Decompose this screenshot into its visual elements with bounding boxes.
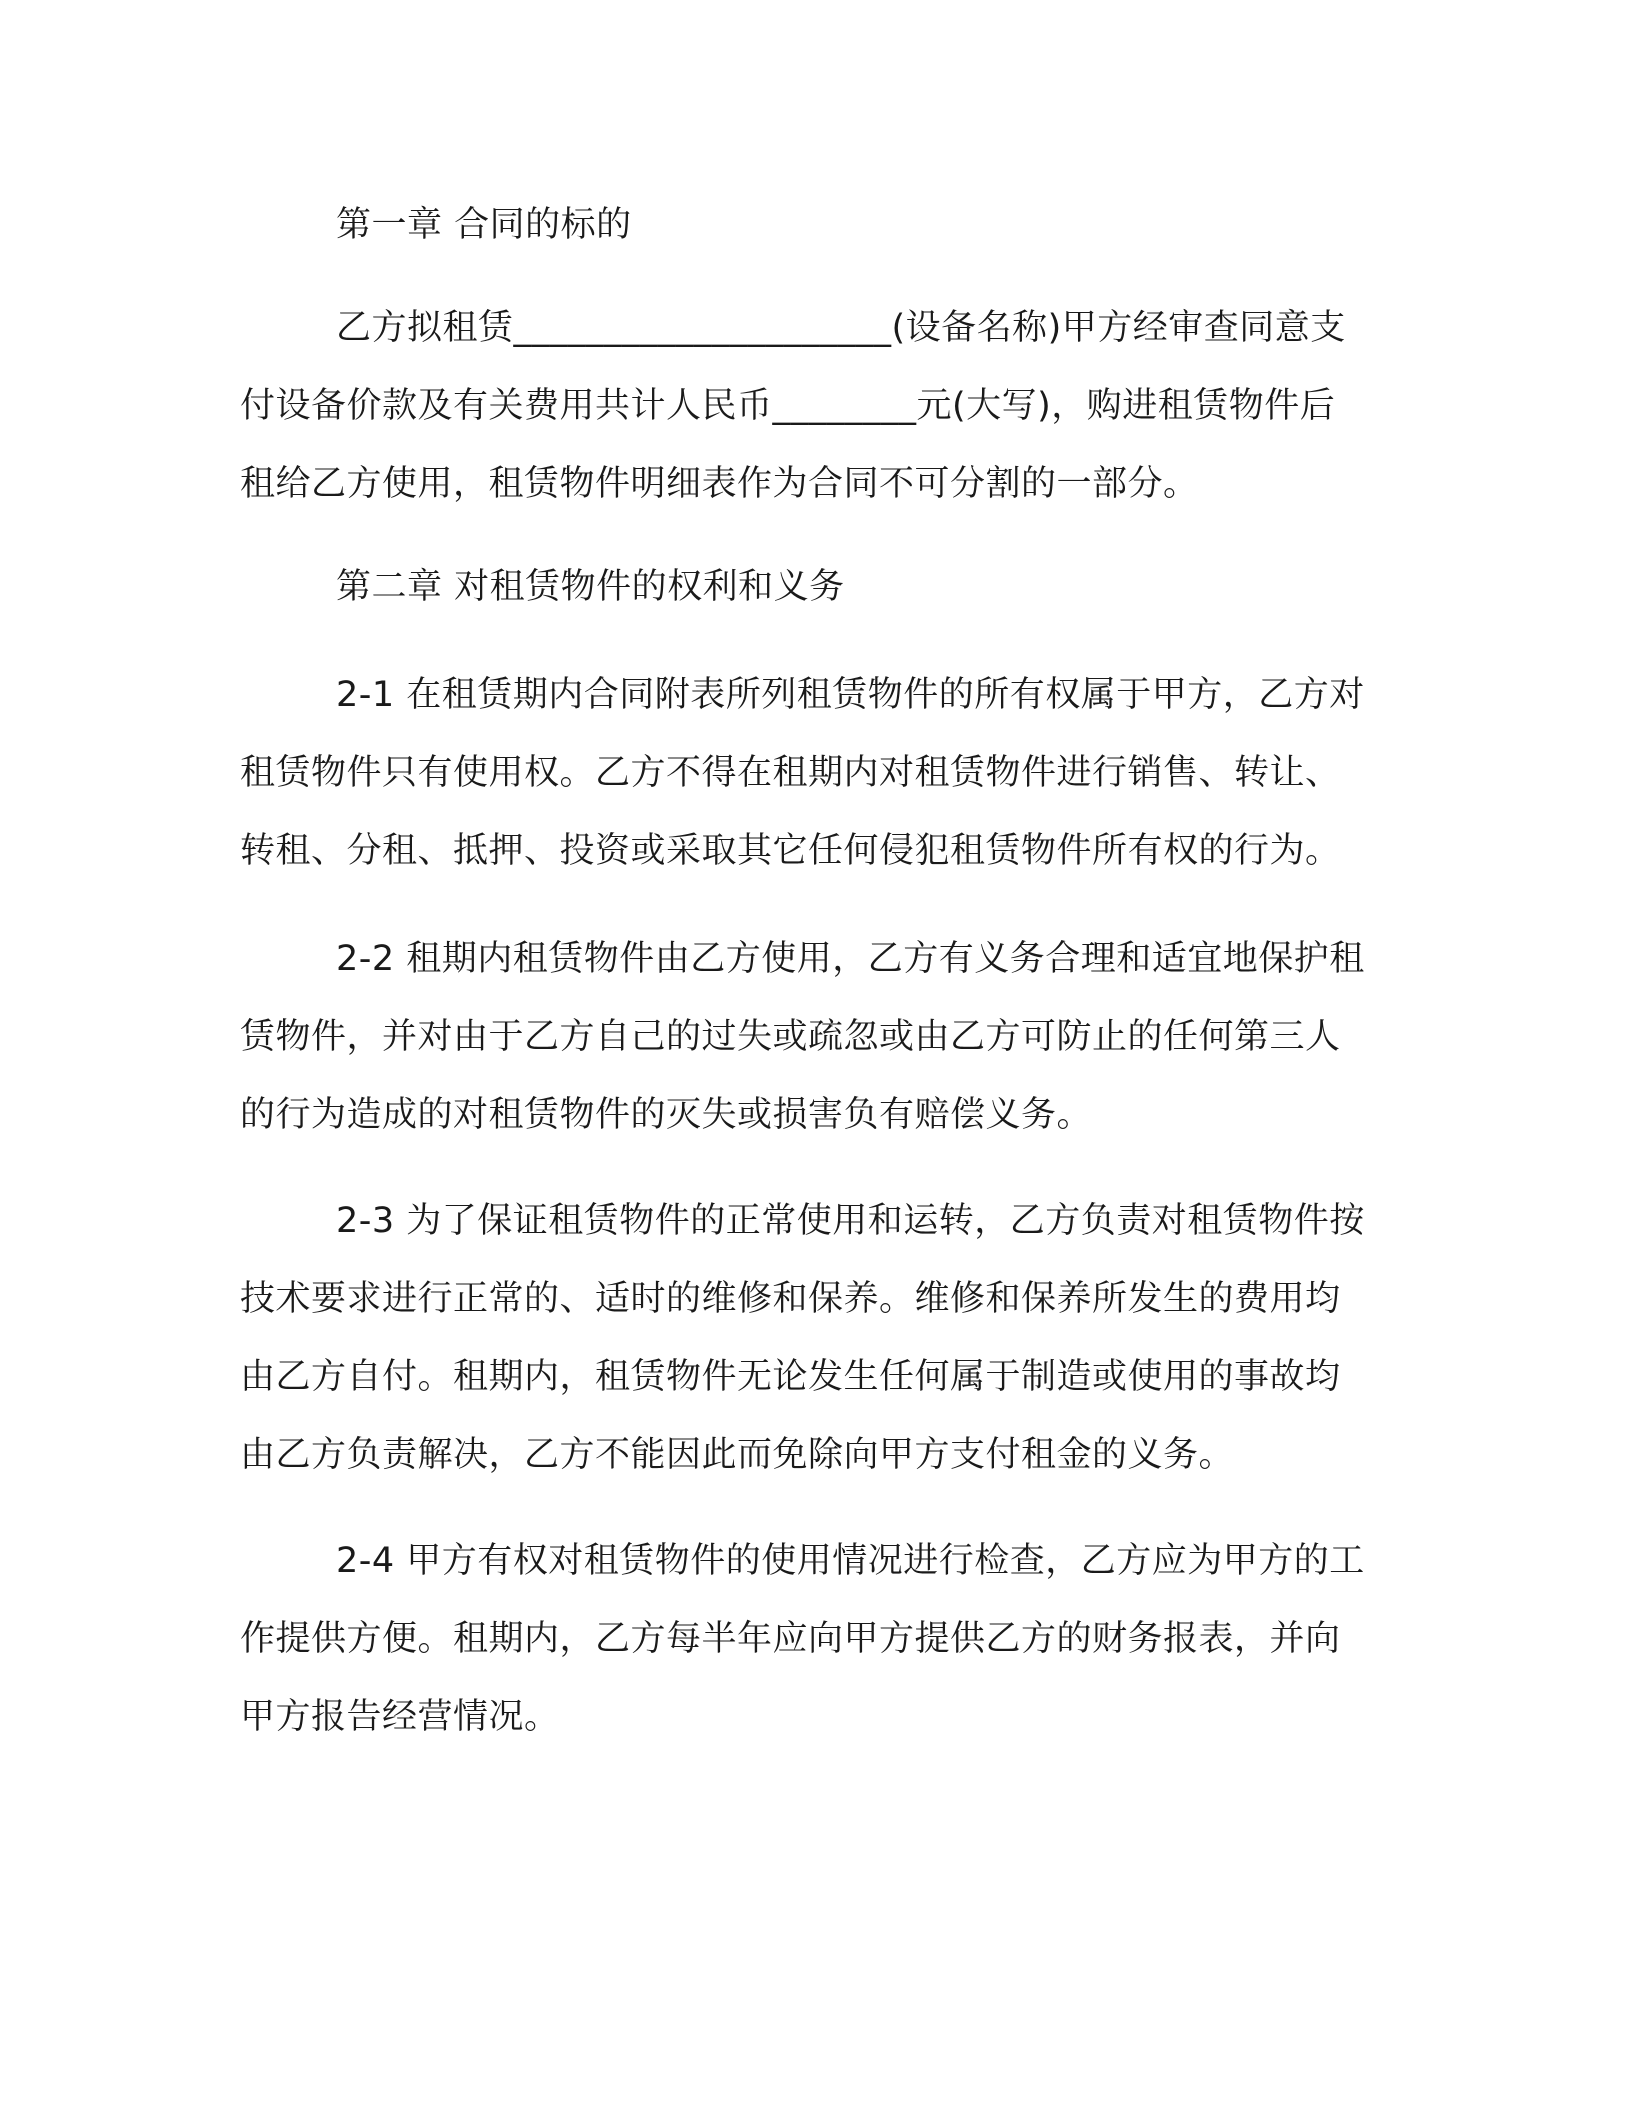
- chapter-1-paragraph: 乙方拟租赁_____________________(设备名称)甲方经审查同意支付设备价款及有关费用共计人民币________元(大写)，购进租赁物件后租给乙方使用，租赁物件明细表作为合同不可分割的一部分。: [240, 308, 1346, 504]
- chapter-2-heading: 第二章 对租赁物件的权利和义务: [336, 567, 845, 607]
- clause-2-3: 2-3 为了保证租赁物件的正常使用和运转，乙方负责对租赁物件按技术要求进行正常的、适时的维修和保养。维修和保养所发生的费用均由乙方自付。租期内，租赁物件无论发生任何属于制造或使用的事故均由乙方负责解决，乙方不能因此而免除向甲方支付租金的义务。: [240, 1201, 1365, 1475]
- clause-2-4: 2-4 甲方有权对租赁物件的使用情况进行检查，乙方应为甲方的工作提供方便。租期内，乙方每半年应向甲方提供乙方的财务报表，并向甲方报告经营情况。: [240, 1541, 1365, 1737]
- clause-2-2: 2-2 租期内租赁物件由乙方使用，乙方有义务合理和适宜地保护租赁物件，并对由于乙方自己的过失或疏忽或由乙方可防止的任何第三人的行为造成的对租赁物件的灭失或损害负有赔偿义务。: [240, 939, 1365, 1135]
- clause-2-1: 2-1 在租赁期内合同附表所列租赁物件的所有权属于甲方，乙方对租赁物件只有使用权。乙方不得在租期内对租赁物件进行销售、转让、转租、分租、抵押、投资或采取其它任何侵犯租赁物件所有权的行为。: [240, 675, 1365, 871]
- chapter-1-heading: 第一章 合同的标的: [336, 205, 632, 245]
- document-body: [240, 186, 1370, 1756]
